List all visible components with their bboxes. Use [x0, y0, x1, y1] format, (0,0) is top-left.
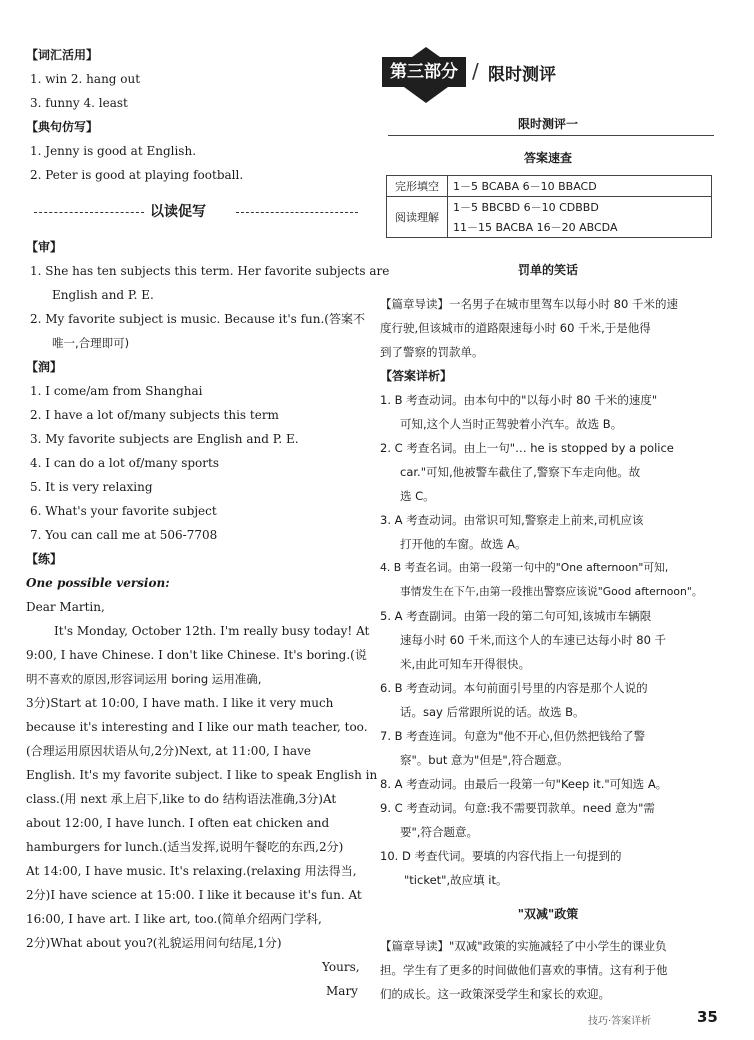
passage1-line: 察"。but 意为"但是",符合题意。: [400, 753, 569, 767]
footer-text: 技巧·答案详析: [588, 1016, 652, 1027]
passage1-line: 7. B 考查连词。句意为"他不开心,但仍然把钱给了警: [380, 729, 646, 743]
section-divider-right: [236, 212, 358, 213]
run-line: 4. I can do a lot of/many sports: [30, 456, 219, 470]
section-divider-left: [34, 212, 144, 213]
essay-line: 9:00, I have Chinese. I don't like Chinese. It's boring.(说: [26, 648, 367, 662]
lian-header: 【练】: [26, 552, 63, 566]
answer-title: 答案速查: [523, 151, 572, 165]
essay-line: At 14:00, I have music. It's relaxing.(relaxing 用法得当,: [26, 864, 357, 878]
passage1-line: 2. C 考查名词。由上一句"… he is stopped by a police: [380, 441, 674, 455]
version-label: One possible version:: [26, 576, 170, 590]
passage2-line: 【篇章导读】"双减"政策的实施减轻了中小学生的课业负: [380, 939, 667, 953]
passage1-line: 9. C 考查动词。句意:我不需要罚款单。need 意为"需: [380, 801, 655, 815]
passage1-line: 1. B 考查动词。由本句中的"以每小时 80 千米的速度": [380, 393, 658, 407]
passage1-line: 米,由此可知车开得很快。: [400, 657, 531, 671]
section-title: 以读促写: [150, 204, 206, 220]
test-title: 限时测评一: [517, 117, 578, 131]
shen-header: 【审】: [26, 240, 63, 254]
table-label: 完形填空: [387, 176, 448, 197]
vocab-line: 1. win 2. hang out: [30, 72, 141, 86]
passage1-line: 打开他的车窗。故选 A。: [400, 537, 527, 551]
essay-line: 16:00, I have art. I like art, too.(简单介绍两门学科,: [26, 912, 322, 926]
passage1-line: 10. D 考查代词。要填的内容代指上一句提到的: [380, 849, 622, 863]
run-line: 2. I have a lot of/many subjects this term: [30, 408, 279, 422]
passage1-line: 事情发生在下午,由第一段推出警察应该说"Good afternoon"。: [400, 585, 703, 598]
section-banner: [382, 47, 712, 99]
table-cell: 1－5 BBCBD 6－10 CDBBD: [448, 197, 712, 218]
test-title-rule: [388, 135, 714, 136]
shen-line: 2. My favorite subject is music. Because it's fun.(答案不: [30, 312, 365, 326]
passage1-line: 3. A 考查动词。由常识可知,警察走上前来,司机应该: [380, 513, 644, 527]
run-line: 1. I come/am from Shanghai: [30, 384, 203, 398]
table-label: 阅读理解: [387, 197, 448, 238]
table-row: [387, 197, 712, 218]
passage1-line: 选 C。: [400, 489, 435, 503]
run-line: 7. You can call me at 506-7708: [30, 528, 218, 542]
vocab-line: 3. funny 4. least: [30, 96, 128, 110]
passage1-line: 要",符合题意。: [400, 825, 478, 839]
essay-line: 3分)Start at 10:00, I have math. I like it very much: [26, 696, 334, 710]
run-header: 【润】: [26, 360, 63, 374]
run-line: 5. It is very relaxing: [30, 480, 153, 494]
essay-line: hamburgers for lunch.(适当发挥,说明午餐吃的东西,2分): [26, 840, 344, 854]
run-line: 3. My favorite subjects are English and P. E.: [30, 432, 299, 446]
closing: Yours,: [322, 960, 360, 974]
passage1-line: 【篇章导读】一名男子在城市里驾车以每小时 80 千米的速: [380, 297, 678, 311]
essay-line: (合理运用原因状语从句,2分)Next, at 11:00, I have: [26, 744, 311, 758]
shen-line: English and P. E.: [52, 288, 154, 302]
shen-line: 1. She has ten subjects this term. Her favorite subjects are: [30, 264, 390, 278]
passage1-line: "ticket",故应填 it。: [404, 873, 508, 887]
signature: Mary: [326, 984, 358, 998]
passage2-title: "双减"政策: [517, 907, 579, 921]
banner-triangle: [404, 87, 448, 103]
banner-part-label: 第三部分: [382, 57, 466, 87]
sentence-header: 【典句仿写】: [26, 120, 99, 134]
passage1-line: 速每小时 60 千米,而这个人的车速已达每小时 80 千: [400, 633, 667, 647]
essay-line: 明不喜欢的原因,形容词运用 boring 运用准确,: [26, 672, 262, 686]
passage1-line: 4. B 考查名词。由第一段第一句中的"One afternoon"可知,: [380, 561, 669, 574]
essay-line: class.(用 next 承上启下,like to do 结构语法准确,3分)At: [26, 792, 337, 806]
essay-line: about 12:00, I have lunch. I often eat chicken and: [26, 816, 330, 830]
salutation: Dear Martin,: [26, 600, 105, 614]
banner-slash: /: [472, 59, 479, 83]
answer-table: [386, 175, 712, 238]
passage1-line: 6. B 考查动词。本句前面引号里的内容是那个人说的: [380, 681, 648, 695]
passage1-line: 到了警察的罚款单。: [380, 345, 484, 359]
passage2-line: 们的成长。这一政策深受学生和家长的欢迎。: [380, 987, 610, 1001]
passage1-line: 5. A 考查副词。由第一段的第二句可知,该城市车辆限: [380, 609, 652, 623]
passage1-line: 【答案详析】: [380, 369, 453, 383]
vocab-header: 【词汇活用】: [26, 48, 99, 62]
essay-line: It's Monday, October 12th. I'm really busy today! At: [54, 624, 370, 638]
table-cell: 1－5 BCABA 6－10 BBACD: [448, 176, 712, 197]
sentence-line: 1. Jenny is good at English.: [30, 144, 197, 158]
passage1-line: car."可知,他被警车截住了,警察下车走向他。故: [400, 465, 641, 479]
shen-line: 唯一,合理即可): [52, 336, 130, 350]
table-row: [387, 176, 712, 197]
banner-title: 限时测评: [488, 65, 556, 85]
sentence-line: 2. Peter is good at playing football.: [30, 168, 244, 182]
passage1-title: 罚单的笑话: [517, 263, 578, 277]
essay-line: English. It's my favorite subject. I like to speak English in: [26, 768, 378, 782]
passage1-line: 度行驶,但该城市的道路限速每小时 60 千米,于是他得: [380, 321, 651, 335]
page-number: 35: [697, 1008, 718, 1026]
run-line: 6. What's your favorite subject: [30, 504, 217, 518]
essay-line: 2分)What about you?(礼貌运用问句结尾,1分): [26, 936, 282, 950]
passage2-line: 担。学生有了更多的时间做他们喜欢的事情。这有利于他: [380, 963, 668, 977]
passage1-line: 8. A 考查动词。由最后一段第一句"Keep it."可知选 A。: [380, 777, 668, 791]
table-cell: 11－15 BACBA 16－20 ABCDA: [448, 217, 712, 238]
banner-top-triangle: [412, 47, 440, 57]
passage1-line: 可知,这个人当时正驾驶着小汽车。故选 B。: [400, 417, 623, 431]
passage1-line: 话。say 后常跟所说的话。故选 B。: [400, 705, 585, 719]
essay-line: 2分)I have science at 15:00. I like it because it's fun. At: [26, 888, 362, 902]
essay-line: because it's interesting and I like our math teacher, too.: [26, 720, 368, 734]
